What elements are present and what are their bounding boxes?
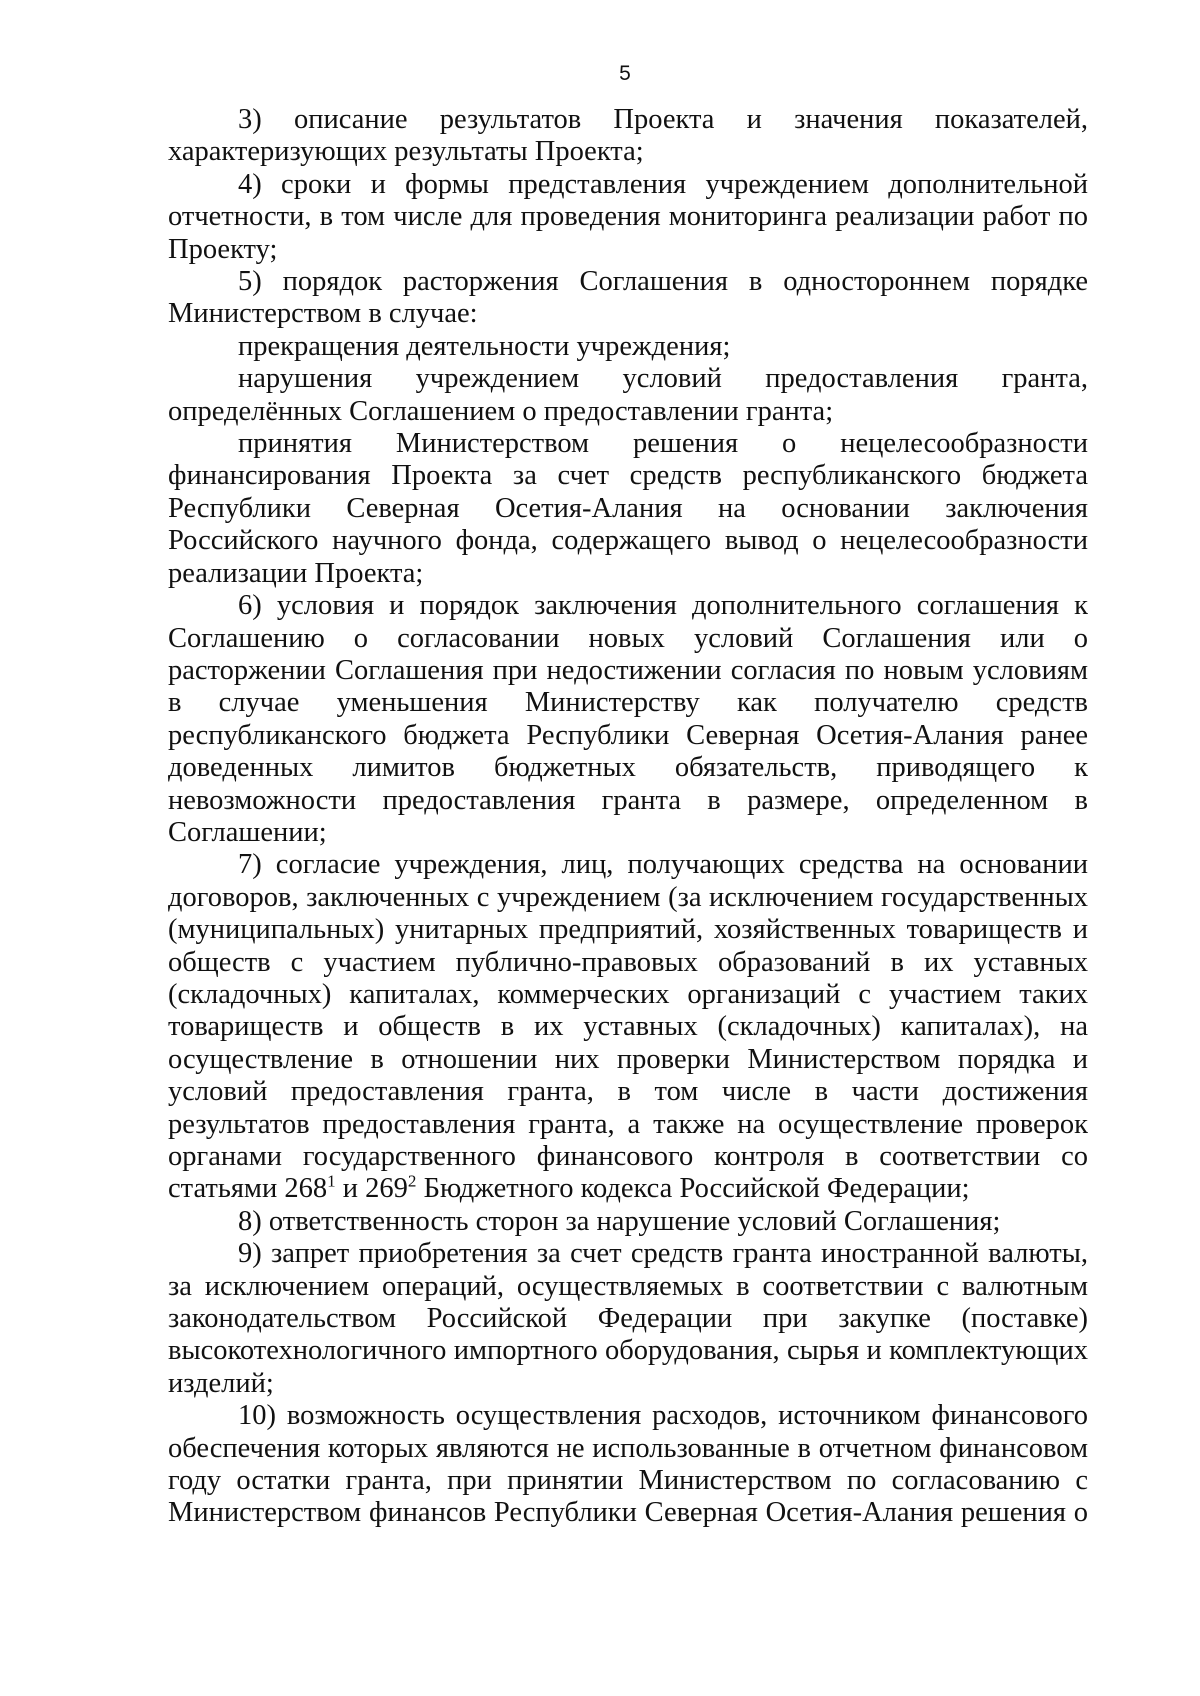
paragraph-item-6: 6) условия и порядок заключения дополнительного соглашения к Соглашению о согласовании новых условий Соглашения или о расторжении Соглашения при недостижении согласия по новым условиям в случае уменьшения Министерству как получателю средств республиканского бюджета Республики Северная Осетия-Алания ранее доведенных лимитов бюджетных обязательств, приводящего к невозможности предоставления гранта в размере, определенном в Соглашении; xyxy=(168,590,1088,848)
paragraph-case-inexpediency: принятия Министерством решения о нецелесообразности финансирования Проекта за счет средств республиканского бюджета Республики Северная Осетия-Алания на основании заключения Российского научного фонда, содержащего вывод о нецелесообразности реализации Проекта; xyxy=(168,428,1088,589)
paragraph-item-10: 10) возможность осуществления расходов, источником финансового обеспечения которых являются не использованные в отчетном финансовом году остатки гранта, при принятии Министерством по согласованию с Министерством финансов Республики Северная Осетия-Алания решения о xyxy=(168,1400,1088,1529)
page-number: 5 xyxy=(619,62,631,85)
document-body xyxy=(168,104,1088,1530)
superscript-1: 1 xyxy=(327,1171,336,1191)
paragraph-item-5: 5) порядок расторжения Соглашения в одностороннем порядке Министерством в случае: xyxy=(168,266,1088,330)
paragraph-item-8: 8) ответственность сторон за нарушение условий Соглашения; xyxy=(238,1205,1001,1237)
paragraph-case-termination: прекращения деятельности учреждения; xyxy=(238,330,731,362)
paragraph-item-7-middle: и 269 xyxy=(335,1173,408,1205)
paragraph-item-3: 3) описание результатов Проекта и значения показателей, характеризующих результаты Проекта; xyxy=(168,104,1088,168)
paragraph-item-7-end: Бюджетного кодекса Российской Федерации; xyxy=(416,1173,970,1205)
paragraph-item-4: 4) сроки и формы представления учреждением дополнительной отчетности, в том числе для проведения мониторинга реализации работ по Проекту; xyxy=(168,168,1088,265)
superscript-2: 2 xyxy=(407,1171,417,1191)
paragraph-item-7-text: 7) согласие учреждения, лиц, получающих средства на основании договоров, заключенных с учреждением (за исключением государственных (муниципальных) унитарных предприятий, хозяйственных товариществ и обществ с участием публично-правовых образований в их уставных (складочных) капиталах, коммерческих организаций с участием таких товариществ и обществ в их уставных (складочных) капиталах), на осуществление в отношении них проверки Министерством порядка и условий предоставления гранта, в том числе в части достижения результатов предоставления гранта, а также на осуществление проверок органами государственного финансового контроля в соответствии со статьями 268 xyxy=(168,849,1088,1205)
paragraph-item-9: 9) запрет приобретения за счет средств гранта иностранной валюты, за исключением операций, осуществляемых в соответствии с валютным законодательством Российской Федерации при закупке (поставке) высокотехнологичного импортного оборудования, сырья и комплектующих изделий; xyxy=(168,1238,1088,1399)
paragraph-case-violation: нарушения учреждением условий предоставления гранта, определённых Соглашением о предоставлении гранта; xyxy=(168,363,1088,427)
paragraph-item-7 xyxy=(168,849,1088,1205)
